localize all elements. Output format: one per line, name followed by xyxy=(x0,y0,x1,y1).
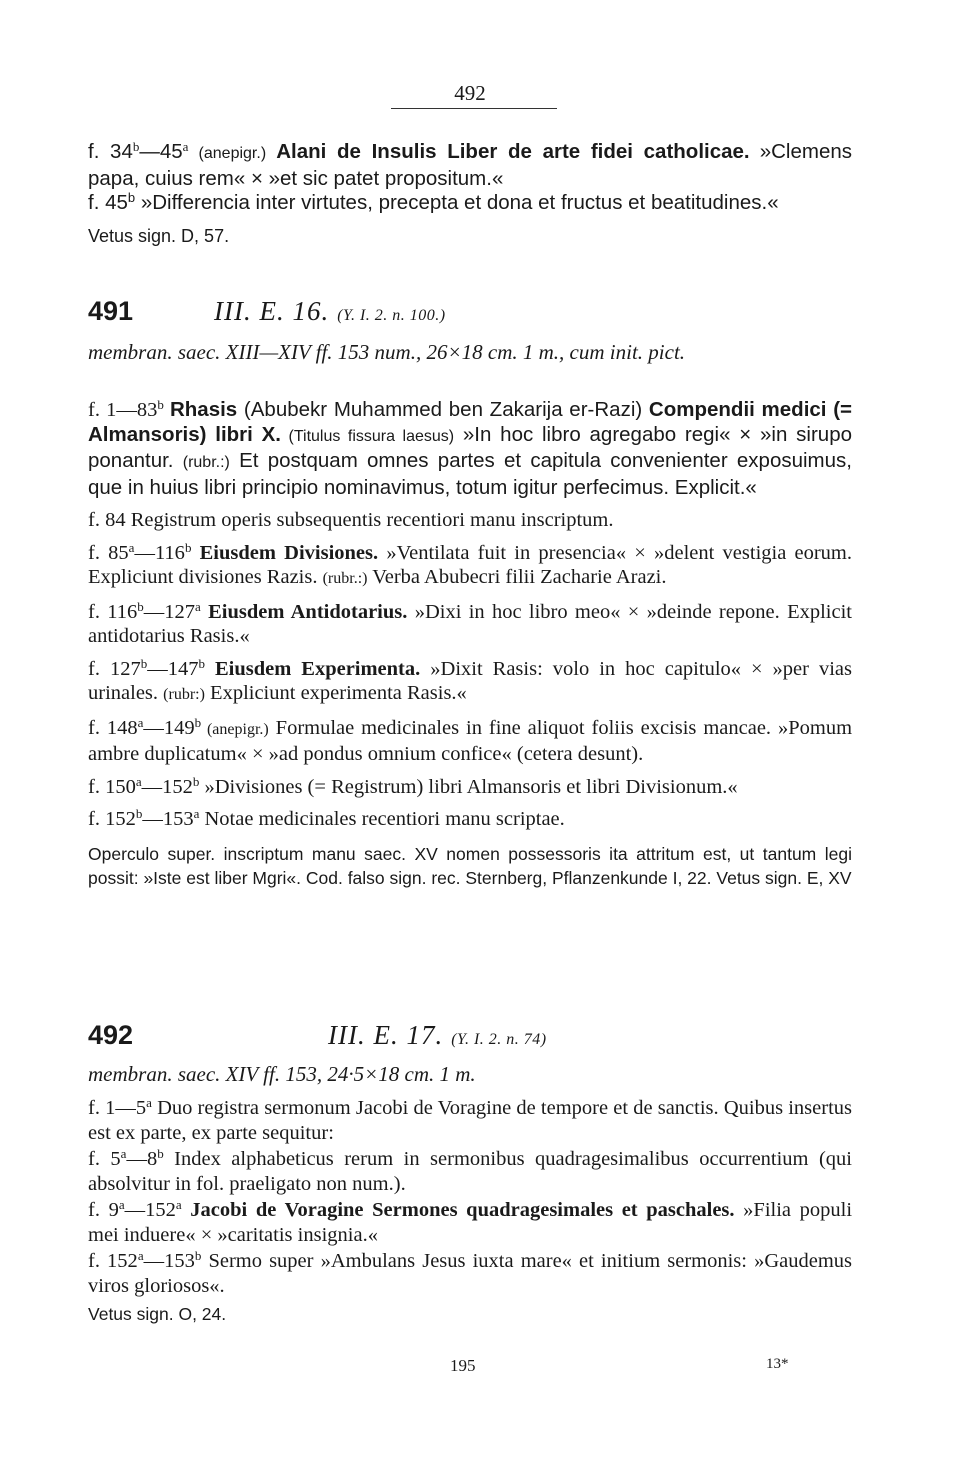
physical-description: membran. saec. XIII—XIV ff. 153 num., 26×18 cm. 1 m., cum init. pict. xyxy=(88,340,686,364)
vetus-signature: Vetus sign. O, 24. xyxy=(88,1304,227,1324)
folio-sup: a xyxy=(182,139,189,154)
folio-sup: b xyxy=(157,1146,164,1161)
item-text: Index alphabeticus rerum in sermonibus quadragesimalibus occurrentium (qui absolvitur in fol. praeligato non num.). xyxy=(88,1148,852,1195)
item-c xyxy=(88,1198,852,1247)
work-title: Eiusdem Antidotarius. xyxy=(200,600,408,623)
entry-491-description xyxy=(88,340,852,364)
folio-sup: b xyxy=(157,397,164,412)
shelfmark xyxy=(214,296,446,327)
incipit: »Dixit Rasis: volo in hoc capitulo« × »per vias urinales. xyxy=(88,657,853,704)
anepigr-note: (anepigr.) xyxy=(198,145,267,162)
folio-sup: b xyxy=(140,655,148,671)
folio-ref: f. 127 xyxy=(88,657,141,680)
folio-sup: a xyxy=(193,806,200,821)
old-signature: (Y. I. 2. n. 74) xyxy=(451,1031,547,1048)
folio-ref: f. 148 xyxy=(88,716,138,739)
explicit: Et postquam omnes partes et capitula convenienter exposuimus, que in huius libri principio nominavimus, totum igitur perfecimus. Explicit.« xyxy=(88,449,852,499)
entry-492-header xyxy=(88,1020,852,1060)
old-signature: (Y. I. 2. n. 100.) xyxy=(337,307,446,324)
entry-number: 492 xyxy=(88,1020,134,1050)
entry-492-items xyxy=(88,1096,852,1326)
folio-sup: a xyxy=(175,1197,182,1212)
work-title: Compendii medici (= Almansoris) libri X. xyxy=(88,398,852,446)
work-title: Jacobi de Voragine Sermones quadragesimales et paschales. xyxy=(181,1199,735,1221)
item-a xyxy=(88,1096,852,1145)
folio-ref-end: —152 xyxy=(141,775,193,798)
folio-sup: b xyxy=(198,655,205,671)
vetus-signature: Vetus sign. D, 57. xyxy=(88,225,230,246)
item-d xyxy=(88,600,852,649)
prev-entry xyxy=(88,140,852,248)
author-name: Rhasis xyxy=(169,398,238,421)
folio-ref: f. 85 xyxy=(88,541,129,564)
item-text: Formulae medicinales in fine aliquot foliis excisis mancae. »Pomum ambre duplicatum« × »ad pondus omnium confice« (cetera desunt). xyxy=(88,716,853,765)
rubric-note: (rubr:) xyxy=(163,686,205,703)
folio-sup: b xyxy=(194,714,202,730)
folio-ref: f. 152 xyxy=(88,1250,138,1272)
folio-ref-end: —149 xyxy=(143,716,195,739)
folio-ref: f. 9 xyxy=(88,1199,119,1221)
signature-mark: 195 xyxy=(450,1356,476,1375)
item-c xyxy=(88,541,852,592)
folio-sup: b xyxy=(184,539,192,555)
entry-number: 491 xyxy=(88,296,134,326)
incipit: »Ventilata fuit in presencia« × »delent vestigia eorum. Expliciunt divisiones Razis. xyxy=(88,541,852,588)
item-text: Expliciunt experimenta Rasis.« xyxy=(204,682,467,704)
item-b xyxy=(88,1147,852,1196)
folio-sup: b xyxy=(137,598,144,614)
entry-492-description xyxy=(88,1062,852,1086)
item-text: Verba Abubecri filii Zacharie Arazi. xyxy=(367,566,667,588)
page-number: 492 xyxy=(454,81,486,105)
folio-sup: b xyxy=(135,806,143,821)
folio-sup: a xyxy=(120,1146,127,1161)
folio-ref: f. 1—5 xyxy=(88,1097,147,1119)
folio-sup: a xyxy=(137,714,144,730)
item-g xyxy=(88,775,852,800)
item-a xyxy=(88,398,852,500)
item-text: »Divisiones (= Registrum) libri Almansoris et libri Divisionum.« xyxy=(199,775,738,798)
folio-ref: f. 152 xyxy=(88,808,136,830)
item-e xyxy=(88,657,852,708)
entry-491-header xyxy=(88,296,852,336)
binding-note: Operculo super. inscriptum manu saec. XV nomen possessoris ita attritum est, ut tantum legi possit: »Iste est liber Mgri«. Cod. falso sign. rec. Sternberg, Pflanzenkunde I, 22. Vetus sign. E, XV xyxy=(88,843,852,888)
folio-sup: a xyxy=(128,539,135,555)
folio-ref-end: —116 xyxy=(134,541,185,564)
item-text: (Abubekr Muhammed ben Zakarija er-Razi) xyxy=(237,398,649,421)
folio-ref-end: —127 xyxy=(143,600,196,623)
folio-ref-end: —147 xyxy=(147,657,199,680)
folio-ref: f. 34 xyxy=(88,140,133,163)
item-d xyxy=(88,1249,852,1298)
incipit: »Dixi in hoc libro meo« × »deinde repone. Explicit antidotarius Rasis.« xyxy=(88,600,852,647)
folio-sup: a xyxy=(135,773,142,789)
work-title: Eiusdem Experimenta. xyxy=(204,657,421,680)
folio-ref-end: —8 xyxy=(126,1148,158,1170)
incipit: »Clemens papa, cuius rem« × »et sic patet propositum.« xyxy=(88,140,852,190)
item-b: f. 84 Registrum operis subsequentis recentiori manu inscriptum. xyxy=(88,509,614,531)
small-note: (Titulus fissura laesus) xyxy=(280,427,455,445)
rubric-note: (rubr.:) xyxy=(182,454,230,471)
physical-description: membran. saec. XIV ff. 153, 24·5×18 cm. 1 m. xyxy=(88,1062,476,1086)
item-text: Notae medicinales recentiori manu scriptae. xyxy=(199,808,565,830)
item-text: Sermo super »Ambulans Jesus iuxta mare« et initium sermonis: »Gaudemus viros gloriosos«. xyxy=(88,1250,853,1297)
anepigr-note: (anepigr.) xyxy=(201,720,269,738)
shelfmark xyxy=(328,1020,547,1051)
folio-ref: f. 150 xyxy=(88,775,136,798)
folio-ref-end: —152 xyxy=(124,1199,176,1221)
folio-sup: b xyxy=(194,1248,202,1263)
item-text: »Differencia inter virtutes, precepta et dona et fructus et beatitudines.« xyxy=(140,191,779,214)
folio-ref-end: —45 xyxy=(139,140,183,163)
item-text: Duo registra sermonum Jacobi de Voragine de tempore et de sanctis. Quibus insertus est ex parte, ex parte sequitur: xyxy=(88,1097,852,1144)
folio-ref-end: —153 xyxy=(142,808,194,830)
sheet-mark: 13* xyxy=(766,1356,789,1372)
shelfmark-text: III. E. 17. xyxy=(328,1020,444,1050)
item-f xyxy=(88,716,852,767)
folio-ref: f. 1—83 xyxy=(88,399,158,421)
header-rule xyxy=(391,108,557,109)
folio-ref: f. 45 xyxy=(88,191,128,214)
folio-sup: b xyxy=(127,190,136,205)
prev-entry-item-2 xyxy=(88,191,852,216)
folio-sup: a xyxy=(195,598,201,614)
incipit: »Filia populi mei induere« × »caritatis insignia.« xyxy=(88,1199,853,1246)
work-title: Eiusdem Divisiones. xyxy=(191,541,379,564)
folio-sup: b xyxy=(132,139,140,154)
rubric-note: (rubr.:) xyxy=(322,570,368,587)
folio-ref: f. 116 xyxy=(88,600,138,623)
folio-sup: a xyxy=(137,1248,144,1263)
work-title: Alani de Insulis Liber de arte fidei catholicae. xyxy=(276,140,750,163)
incipit: »In hoc libro agregabo regi« × »in sirupo ponantur. xyxy=(88,422,852,472)
item-h xyxy=(88,807,852,832)
folio-ref-end: —153 xyxy=(143,1250,195,1272)
folio-ref: f. 5 xyxy=(88,1148,121,1170)
shelfmark-text: III. E. 16. xyxy=(214,296,330,326)
folio-sup: a xyxy=(146,1095,152,1110)
folio-sup: a xyxy=(118,1197,125,1212)
prev-entry-item-1 xyxy=(88,140,852,191)
entry-491-items xyxy=(88,398,852,890)
folio-sup: b xyxy=(192,773,200,789)
